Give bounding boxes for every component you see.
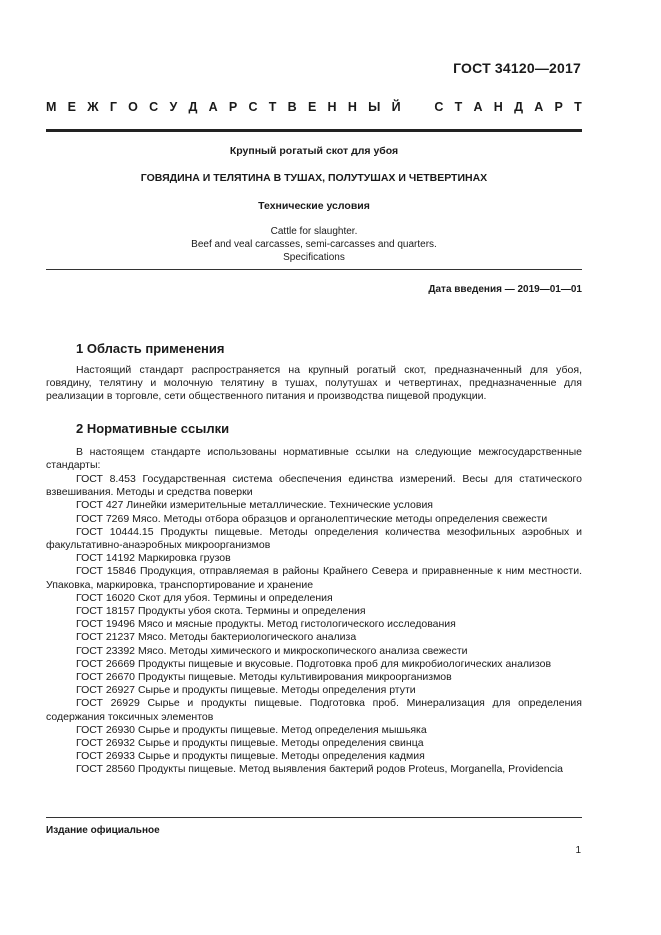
page-number: 1: [575, 845, 581, 856]
section-1-text: [46, 364, 582, 404]
footer-rule: [46, 817, 582, 818]
reference-item: ГОСТ 26933 Сырье и продукты пищевые. Методы определения кадмия: [76, 750, 425, 763]
reference-item: ГОСТ 18157 Продукты убоя скота. Термины и определения: [76, 605, 366, 618]
reference-item: ГОСТ 23392 Мясо. Методы химического и микроскопического анализа свежести: [76, 644, 468, 657]
banner-letter: О: [128, 100, 138, 114]
banner-letter: Н: [327, 100, 337, 114]
banner-letter: М: [46, 100, 57, 114]
english-title-line: Beef and veal carcasses, semi-carcasses and quarters.: [191, 239, 437, 250]
banner-letter: Е: [67, 100, 77, 114]
gost-number: ГОСТ 34120—2017: [453, 60, 581, 76]
english-title-line: Specifications: [283, 252, 345, 263]
reference-item: ГОСТ 26927 Сырье и продукты пищевые. Методы определения ртути: [76, 684, 416, 697]
document-spec-label: Технические условия: [258, 200, 370, 212]
reference-item: ГОСТ 21237 Мясо. Методы бактериологического анализа: [76, 631, 357, 644]
banner-letter: Н: [493, 100, 503, 114]
banner-letter: Н: [347, 100, 357, 114]
banner-letter: А: [534, 100, 544, 114]
english-title-line: Cattle for slaughter.: [270, 226, 358, 237]
banner-letter: У: [169, 100, 178, 114]
introduction-date: Дата введения — 2019—01—01: [428, 284, 582, 295]
section-2-intro: [46, 446, 582, 472]
banner-letter: С: [434, 100, 444, 114]
paragraph: В настоящем стандарте использованы нормативные ссылки на следующие межгосударственные стандарты:: [46, 446, 582, 472]
document-title: ГОВЯДИНА И ТЕЛЯТИНА В ТУШАХ, ПОЛУТУШАХ И ЧЕТВЕРТИНАХ: [140, 172, 488, 184]
reference-item: ГОСТ 427 Линейки измерительные металлические. Технические условия: [76, 499, 433, 512]
banner-letter: Т: [268, 100, 277, 114]
section-1-heading: 1 Область применения: [76, 341, 225, 356]
reference-item: ГОСТ 15846 Продукция, отправляемая в районы Крайнего Севера и приравненные к ним местности. Упаковка, маркировка, транспортирование и хранение: [46, 565, 582, 591]
banner-letter: В: [287, 100, 297, 114]
banner-letter: Т: [574, 100, 582, 114]
banner-letter: Г: [109, 100, 117, 114]
document-subtitle: Крупный рогатый скот для убоя: [229, 145, 399, 157]
section-2-heading: 2 Нормативные ссылки: [76, 421, 230, 436]
banner-letter: Ы: [368, 100, 381, 114]
reference-item: ГОСТ 7269 Мясо. Методы отбора образцов и органолептические методы определения свежести: [76, 512, 548, 525]
header-rule: [46, 129, 582, 132]
reference-item: ГОСТ 14192 Маркировка грузов: [76, 552, 231, 565]
reference-item: ГОСТ 26932 Сырье и продукты пищевые. Методы определения свинца: [76, 737, 424, 750]
banner-letter: Ж: [87, 100, 99, 114]
banner-letter: С: [248, 100, 258, 114]
banner-letter: Р: [228, 100, 238, 114]
banner-letter: Д: [514, 100, 523, 114]
reference-item: ГОСТ 8.453 Государственная система обеспечения единства измерений. Весы для статического взвешивания. Методы и средства поверки: [46, 473, 582, 499]
reference-item: ГОСТ 28560 Продукты пищевые. Метод выявления бактерий родов Proteus, Morganella, Providencia: [76, 763, 564, 776]
interstate-standard-banner: [46, 100, 582, 114]
reference-item: ГОСТ 26669 Продукты пищевые и вкусовые. Подготовка проб для микробиологических анализов: [76, 657, 552, 670]
reference-item: ГОСТ 19496 Мясо и мясные продукты. Метод гистологического исследования: [76, 618, 456, 631]
banner-letter: Й: [391, 100, 401, 114]
official-edition-label: Издание официальное: [46, 825, 160, 836]
banner-letter: А: [208, 100, 218, 114]
reference-item: ГОСТ 16020 Скот для убоя. Термины и определения: [76, 591, 333, 604]
english-title: [46, 225, 582, 264]
normative-references-list: [46, 473, 582, 777]
title-rule: [46, 269, 582, 270]
paragraph: Настоящий стандарт распространяется на крупный рогатый скот, предназначенный для убоя, говядину, телятину и молочную телятину в тушах, полутушах и четвертинах, предназначенные для реализации в торговле, сети общественного питания и производства пищевой продукции.: [46, 364, 582, 403]
reference-item: ГОСТ 26929 Сырье и продукты пищевые. Подготовка проб. Минерализация для определения содержания токсичных элементов: [46, 697, 582, 723]
banner-letter: А: [473, 100, 483, 114]
banner-letter: Е: [307, 100, 317, 114]
reference-item: ГОСТ 26930 Сырье и продукты пищевые. Метод определения мышьяка: [76, 723, 427, 736]
banner-letter: Р: [554, 100, 563, 114]
reference-item: ГОСТ 26670 Продукты пищевые. Методы культивирования микроорганизмов: [76, 671, 452, 684]
reference-item: ГОСТ 10444.15 Продукты пищевые. Методы определения количества мезофильных аэробных и факультативно-анаэробных микроорганизмов: [46, 525, 582, 552]
banner-letter: Т: [454, 100, 463, 114]
banner-letter: Д: [188, 100, 198, 114]
banner-letter: С: [149, 100, 159, 114]
